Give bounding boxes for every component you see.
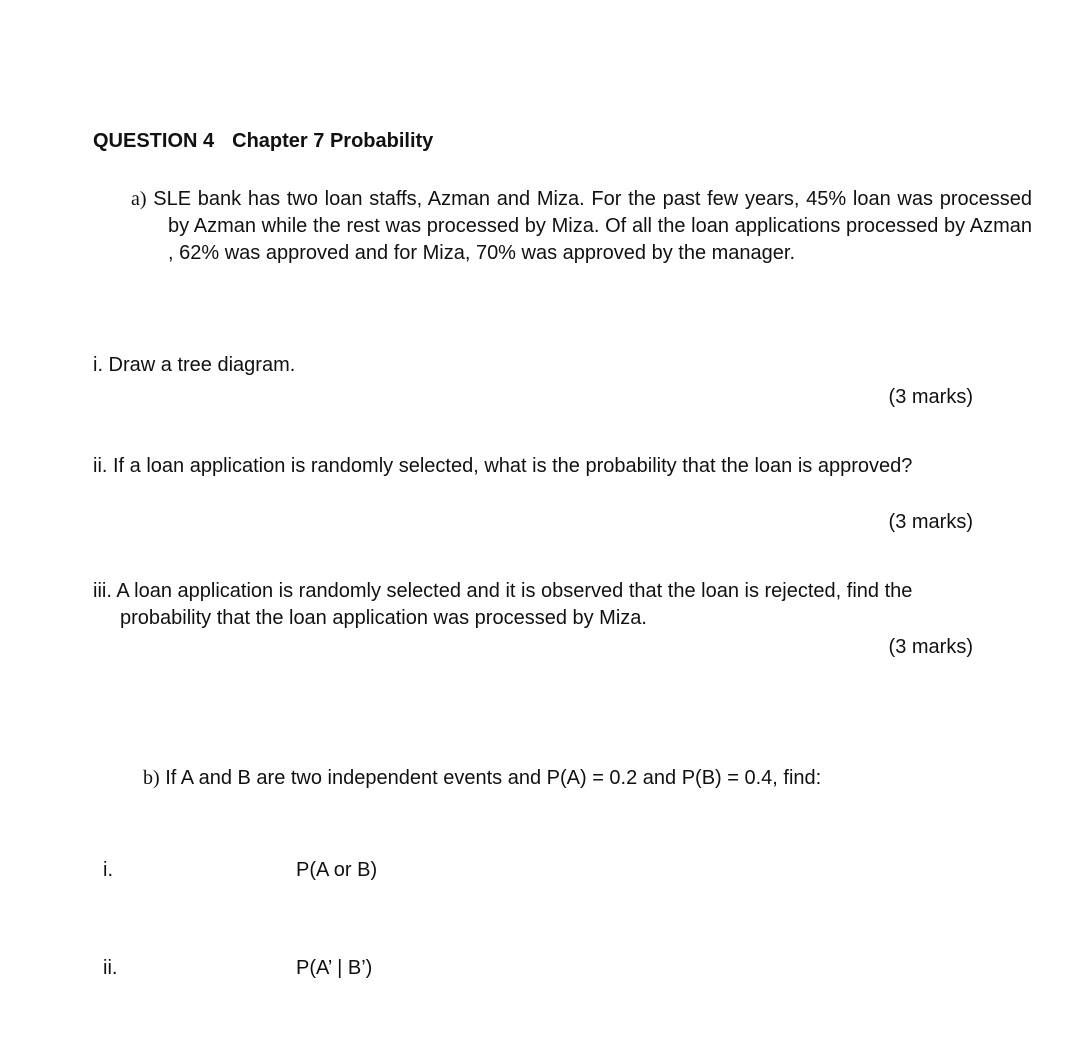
question-iii-marks: (3 marks) [888,636,973,658]
question-ii-text: ii. If a loan application is randomly selected, what is the probability that the loan is approved? [93,455,913,477]
question-i-marks: (3 marks) [888,386,973,408]
part-b-text: If A and B are two independent events and P(A) = 0.2 and P(B) = 0.4, find: [165,767,822,789]
part-a-text: SLE bank has two loan staffs, Azman and Miza. For the past few years, 45% loan was processed by Azman while the rest was processed by Miza. Of all the loan applications processed by Azman , 62% was approved and for Miza, 70% was approved by the manager. [153,188,1032,264]
question-number: QUESTION 4 [93,130,215,152]
chapter-title: Chapter 7 Probability [232,130,434,152]
sub-question-ii-number: ii. [103,957,118,979]
part-b-marker: b) [143,767,160,789]
sub-question-ii-expression: P(A’ | B’) [296,957,373,979]
question-ii-marks: (3 marks) [888,511,973,533]
part-b-paragraph [143,765,900,792]
part-a-paragraph [131,186,1032,267]
question-heading [93,130,433,153]
sub-question-i-expression: P(A or B) [296,859,378,881]
part-a-marker: a) [131,188,147,210]
sub-question-i-number: i. [103,859,113,881]
question-i-text: i. Draw a tree diagram. [93,354,296,376]
question-iii-text: iii. A loan application is randomly selected and it is observed that the loan is rejected, find the probability that the loan application was processed by Miza. [93,580,913,629]
